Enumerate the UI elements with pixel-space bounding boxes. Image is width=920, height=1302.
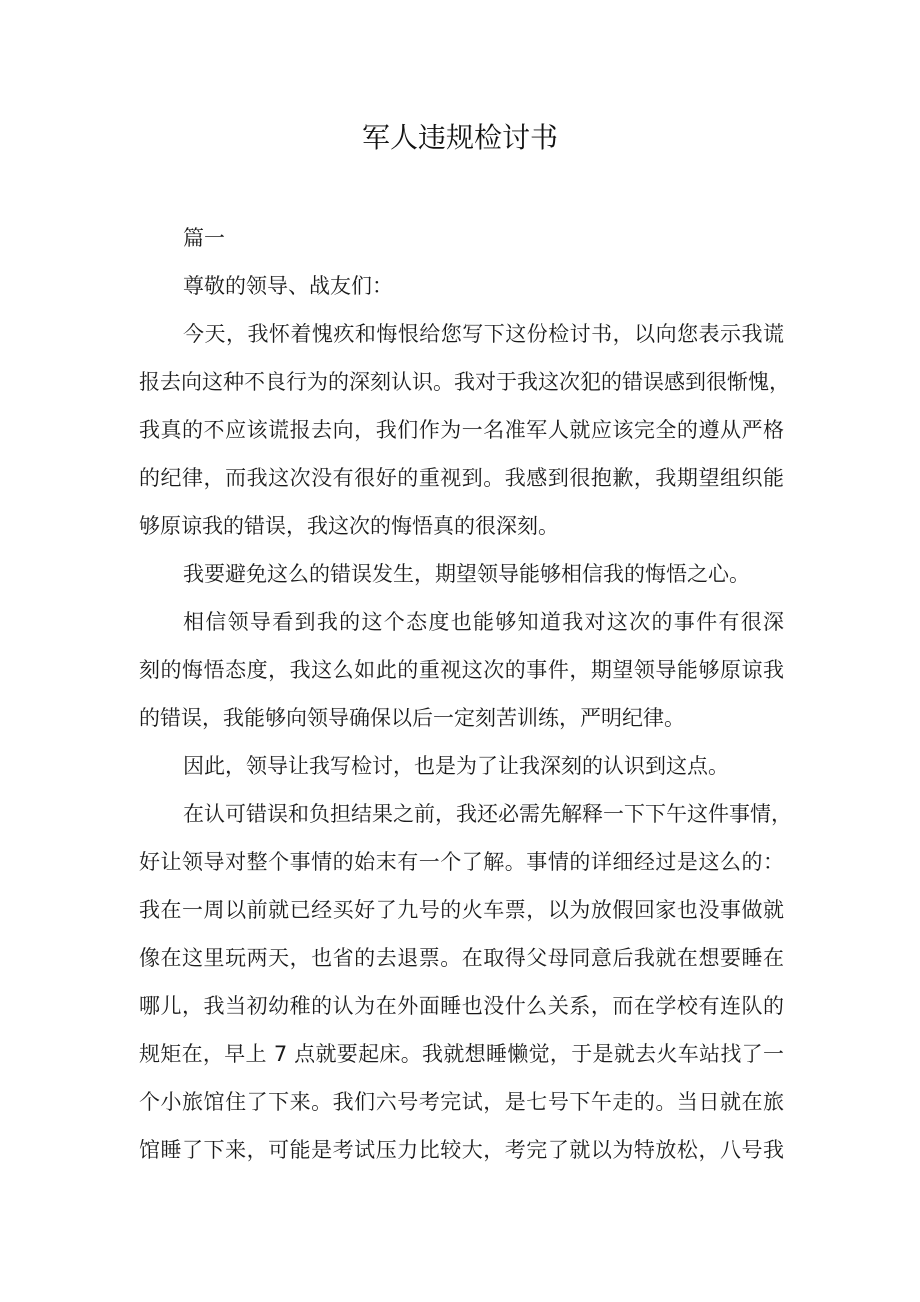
- text-line: 馆睡了下来，可能是考试压力比较大，考完了就以为特放松，八号我: [139, 1138, 784, 1162]
- text-line: 个小旅馆住了下来。我们六号考完试，是七号下午走的。当日就在旅: [139, 1090, 784, 1114]
- paragraph-lines: [139, 310, 792, 1174]
- text-line: 我真的不应该谎报去向，我们作为一名准军人就应该完全的遵从严格: [139, 418, 784, 442]
- text-line: 报去向这种不良行为的深刻认识。我对于我这次犯的错误感到很惭愧，: [139, 370, 790, 394]
- section-label: 篇一: [183, 226, 225, 250]
- text-line: 刻的悔悟态度，我这么如此的重视这次的事件，期望领导能够原谅我: [139, 658, 784, 682]
- text-line: 我要避免这么的错误发生，期望领导能够相信我的悔悟之心。: [183, 562, 750, 586]
- text-line: 哪儿，我当初幼稚的认为在外面睡也没什么关系，而在学校有连队的: [139, 994, 784, 1018]
- text-line: 我在一周以前就已经买好了九号的火车票，以为放假回家也没事做就: [139, 898, 784, 922]
- text-line: 的纪律，而我这次没有很好的重视到。我感到很抱歉，我期望组织能: [139, 466, 784, 490]
- text-line: 的错误，我能够向领导确保以后一定刻苦训练，严明纪律。: [139, 706, 685, 730]
- text-line: 够原谅我的错误，我这次的悔悟真的很深刻。: [139, 514, 559, 538]
- text-line: 因此，领导让我写检讨，也是为了让我深刻的认识到这点。: [183, 754, 729, 778]
- text-line: 规矩在，早上 7 点就要起床。我就想睡懒觉，于是就去火车站找了一: [139, 1042, 784, 1066]
- text-line: 今天，我怀着愧疚和悔恨给您写下这份检讨书，以向您表示我谎: [183, 322, 784, 346]
- text-line: 相信领导看到我的这个态度也能够知道我对这次的事件有很深: [183, 610, 784, 634]
- document-body: [139, 214, 792, 1174]
- text-line: 在认可错误和负担结果之前，我还必需先解释一下下午这件事情，: [183, 802, 792, 826]
- text-line: 好让领导对整个事情的始末有一个了解。事情的详细经过是这么的：: [139, 850, 784, 874]
- salutation: 尊敬的领导、战友们：: [183, 274, 393, 298]
- text-line: 像在这里玩两天，也省的去退票。在取得父母同意后我就在想要睡在: [139, 946, 784, 970]
- document-title: 军人违规检讨书: [361, 121, 558, 154]
